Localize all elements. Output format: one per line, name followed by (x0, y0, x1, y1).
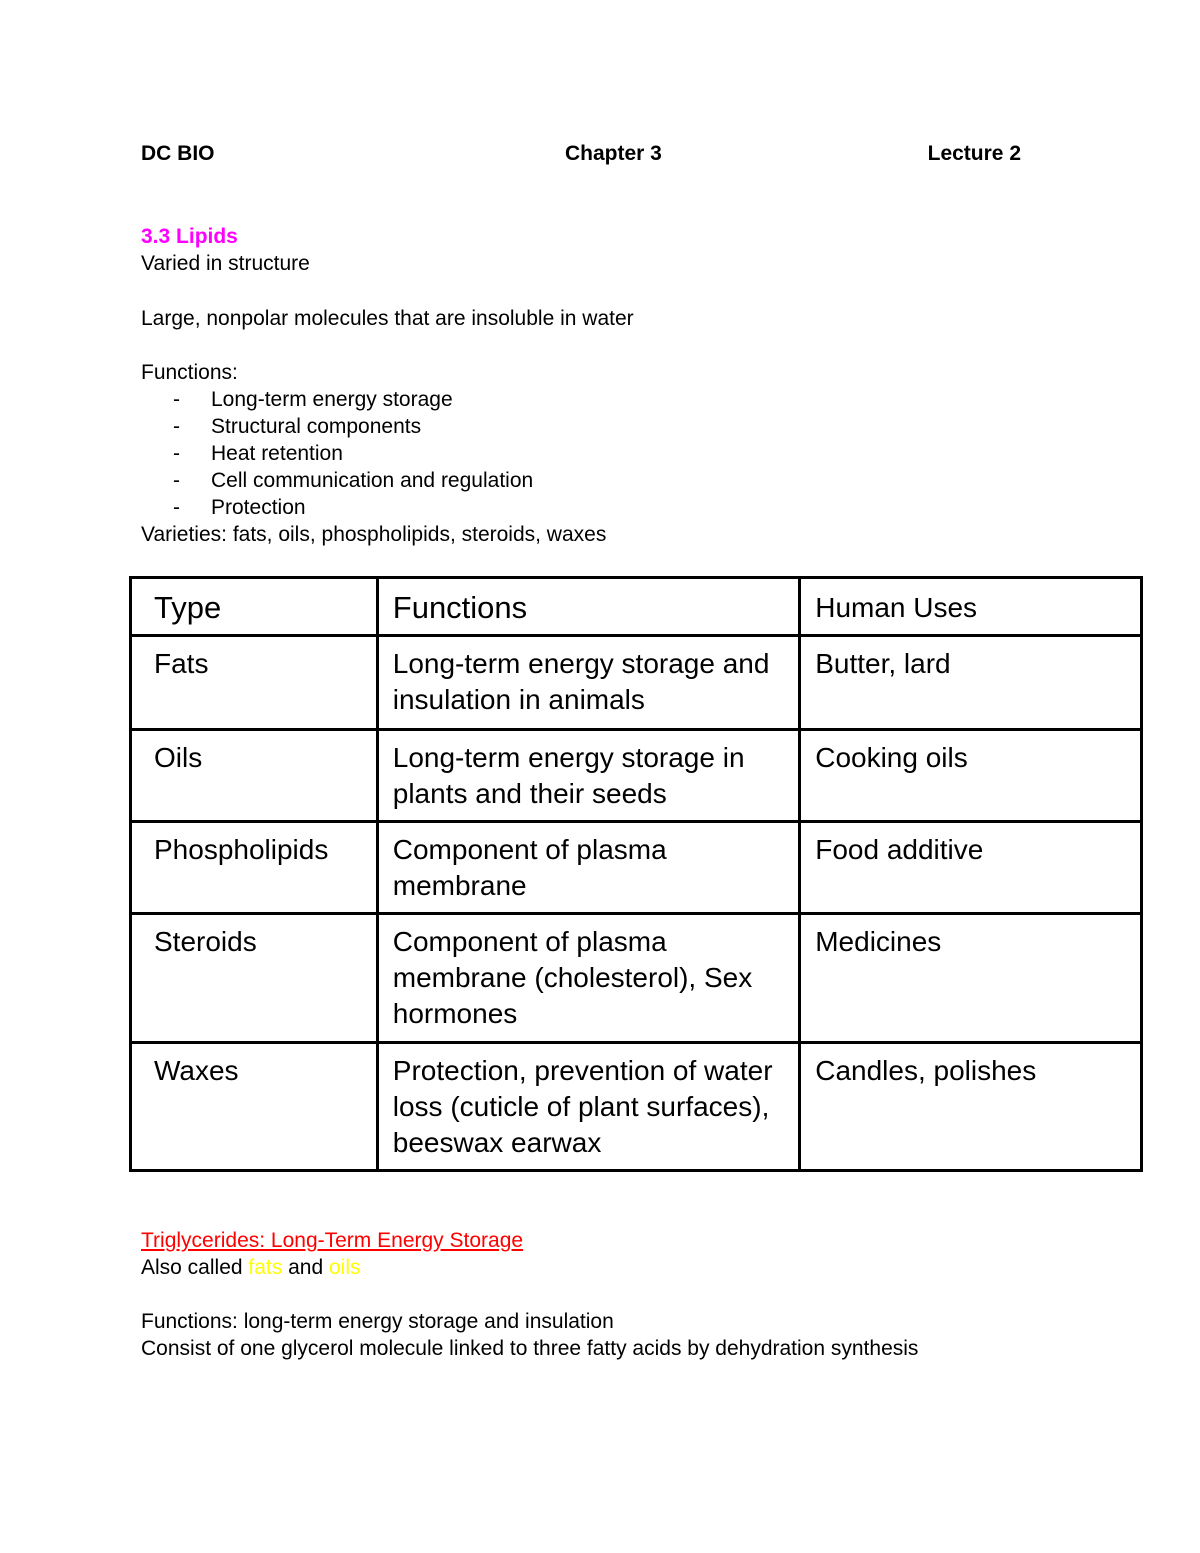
highlight-fats: fats (248, 1256, 283, 1279)
cell-uses: Cooking oils (800, 730, 1142, 822)
triglycerides-functions-line: Functions: long-term energy storage and insulation (141, 1310, 614, 1333)
functions-list (141, 386, 606, 521)
list-item (141, 494, 606, 521)
triglycerides-details (141, 1308, 918, 1362)
course-label: DC BIO (141, 142, 215, 165)
cell-uses: Candles, polishes (800, 1043, 1142, 1171)
function-item-text: Structural components (211, 415, 422, 438)
table-row (131, 636, 1142, 730)
cell-functions: Long-term energy storage in plants and their seeds (377, 730, 799, 822)
dash-bullet: - (173, 469, 180, 492)
table-row (131, 914, 1142, 1043)
cell-uses: Food additive (800, 822, 1142, 914)
list-item (141, 413, 606, 440)
functions-label: Functions: (141, 361, 238, 384)
cell-type: Phospholipids (131, 822, 378, 914)
section-title: 3.3 Lipids (141, 225, 238, 248)
cell-uses: Butter, lard (800, 636, 1142, 730)
list-item (141, 386, 606, 413)
triglycerides-block (141, 1227, 523, 1281)
cell-type: Fats (131, 636, 378, 730)
table-row (131, 822, 1142, 914)
cell-uses: Medicines (800, 914, 1142, 1043)
function-item-text: Heat retention (211, 442, 343, 465)
list-item (141, 440, 606, 467)
lipids-table (129, 576, 1143, 1172)
highlight-oils: oils (328, 1256, 361, 1279)
cell-type: Steroids (131, 914, 378, 1043)
lipids-intro (141, 223, 310, 277)
header-type: Type (131, 578, 378, 636)
table-row (131, 730, 1142, 822)
cell-type: Waxes (131, 1043, 378, 1171)
intro-line-structure: Varied in structure (141, 252, 310, 275)
page-header (141, 142, 1021, 170)
dash-bullet: - (173, 388, 180, 411)
header-functions: Functions (377, 578, 799, 636)
also-called-line (141, 1254, 523, 1281)
function-item-text: Cell communication and regulation (211, 469, 534, 492)
triglycerides-consist-line: Consist of one glycerol molecule linked to three fatty acids by dehydration synthesis (141, 1337, 919, 1360)
function-item-text: Protection (211, 496, 306, 519)
dash-bullet: - (173, 496, 180, 519)
functions-block (141, 359, 606, 548)
chapter-label: Chapter 3 (565, 142, 662, 165)
table-header-row (131, 578, 1142, 636)
header-human-uses: Human Uses (800, 578, 1142, 636)
function-item-text: Long-term energy storage (211, 388, 453, 411)
list-item (141, 467, 606, 494)
also-called-prefix: Also called (141, 1256, 249, 1279)
cell-functions: Component of plasma membrane (377, 822, 799, 914)
cell-functions: Long-term energy storage and insulation in animals (377, 636, 799, 730)
cell-type: Oils (131, 730, 378, 822)
dash-bullet: - (173, 415, 180, 438)
lecture-label: Lecture 2 (927, 142, 1021, 165)
and-word: and (282, 1256, 329, 1279)
table-row (131, 1043, 1142, 1171)
varieties-line: Varieties: fats, oils, phospholipids, steroids, waxes (141, 523, 607, 546)
cell-functions: Protection, prevention of water loss (cuticle of plant surfaces), beeswax earwax (377, 1043, 799, 1171)
triglycerides-title: Triglycerides: Long-Term Energy Storage (141, 1229, 524, 1252)
intro-line-nonpolar: Large, nonpolar molecules that are insoluble in water (141, 307, 634, 330)
cell-functions: Component of plasma membrane (cholesterol), Sex hormones (377, 914, 799, 1043)
dash-bullet: - (173, 442, 180, 465)
